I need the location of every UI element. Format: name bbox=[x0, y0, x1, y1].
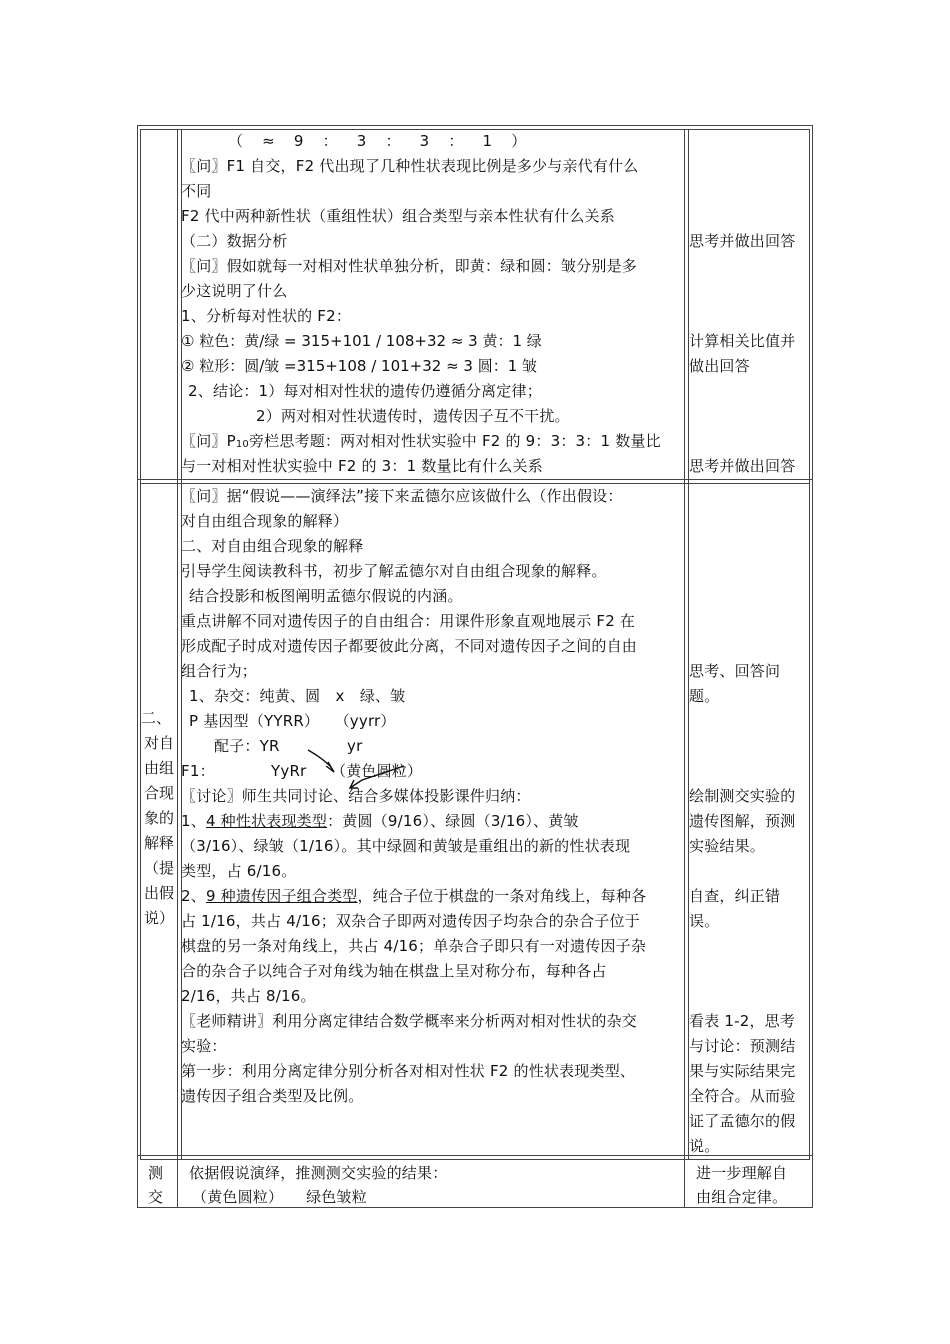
label-char: 合现 bbox=[143, 784, 174, 802]
focus-line2: 形成配子时成对遗传因子都要彼此分离，不同对遗传因子之间的自由 bbox=[181, 637, 638, 655]
student-activity-calc-line2: 做出回答 bbox=[689, 357, 750, 375]
conclusion-1: 2、结论：1）每对相对性状的遗传仍遵循分离定律； bbox=[188, 382, 542, 400]
teacher-lecture-line2: 实验： bbox=[181, 1037, 227, 1055]
student-activity-think-answer-2: 思考并做出回答 bbox=[689, 457, 796, 475]
activity-draw-line1: 绘制测交实验的 bbox=[689, 787, 796, 805]
table-left-border-inner bbox=[140, 129, 141, 1159]
testcross-parents: （黄色圆粒） 绿色皱粒 bbox=[192, 1188, 367, 1206]
activity-table-line6: 说。 bbox=[689, 1137, 720, 1155]
projection-note: 结合投影和板图阐明孟德尔假说的内涵。 bbox=[189, 587, 463, 605]
testcross-intro: 依据假说演绎，推测测交实验的结果： bbox=[189, 1164, 448, 1182]
arrow-right-gamete bbox=[350, 766, 404, 788]
student-activity-think-answer: 思考并做出回答 bbox=[689, 232, 796, 250]
question-f2-new-traits: F2 代中两种新性状（重组性状）组合类型与亲本性状有什么关系 bbox=[181, 207, 615, 225]
label-char: 由组 bbox=[143, 759, 174, 777]
cross-line: 1、杂交：纯黄、圆 x 绿、皱 bbox=[189, 687, 406, 705]
discussion-line: 〖讨论〗师生共同讨论、结合多媒体投影课件归纳： bbox=[181, 787, 531, 805]
question-p10-line2: 与一对相对性状实验中 F2 的 3：1 数量比有什么关系 bbox=[181, 457, 543, 475]
activity-draw-line2: 遗传图解，预测 bbox=[689, 812, 796, 830]
activity-table-line3: 果与实际结果完 bbox=[689, 1062, 796, 1080]
table-bottom-border bbox=[137, 1207, 813, 1208]
table-top-border bbox=[137, 125, 813, 126]
row2-bottom-border-inner bbox=[140, 1159, 810, 1160]
step-one-line2: 遗传因子组合类型及比例。 bbox=[181, 1087, 364, 1105]
table-right-border-inner bbox=[809, 129, 810, 1159]
row1-bottom-border-inner bbox=[140, 483, 810, 484]
col1-divider bbox=[177, 129, 178, 1207]
activity-think-answer-line1: 思考、回答问 bbox=[689, 662, 781, 680]
conclusion-2: 2）两对相对性状遗传时，遗传因子互不干扰。 bbox=[256, 407, 570, 425]
f1-genotype: YyRr bbox=[271, 762, 307, 780]
phenotype-types-line3: 类型，占 6/16。 bbox=[181, 862, 297, 880]
activity-table-line5: 证了孟德尔的假 bbox=[689, 1112, 796, 1130]
teacher-lecture-line1: 〖老师精讲〗利用分离定律结合数学概率来分析两对相对性状的杂交 bbox=[181, 1012, 638, 1030]
label-char: 象的 bbox=[143, 809, 174, 827]
label-char: 说） bbox=[143, 909, 174, 927]
genotype-types-line4: 合的杂合子以纯合子对角线为轴在棋盘上呈对称分布，每种各占 bbox=[181, 962, 607, 980]
row3-label-char: 测 bbox=[148, 1164, 164, 1182]
phenotype-types-line2: （3/16）、绿皱（1/16）。其中绿圆和黄皱是重组出的新的性状表现 bbox=[181, 837, 631, 855]
genotype-types-line5: 2/16，共占 8/16。 bbox=[181, 987, 316, 1005]
col2-divider bbox=[684, 129, 685, 1207]
col2-divider-inner bbox=[688, 129, 689, 1159]
ratio-line: （ ≈ 9 ： 3 ： 3 ： 1 ） bbox=[228, 132, 527, 150]
activity-draw-line3: 实验结果。 bbox=[689, 837, 766, 855]
activity-check-line2: 误。 bbox=[689, 912, 720, 930]
activity-check-line1: 自查，纠正错 bbox=[689, 887, 781, 905]
guide-reading: 引导学生阅读教科书，初步了解孟德尔对自由组合现象的解释。 bbox=[181, 562, 607, 580]
question-single-trait-line1: 〖问〗假如就每一对相对性状单独分析，即黄：绿和圆：皱分别是多 bbox=[181, 257, 638, 275]
question-f1-line2: 不同 bbox=[181, 182, 212, 200]
student-activity-calc-line1: 计算相关比值并 bbox=[689, 332, 796, 350]
section-explanation: 二、对自由组合现象的解释 bbox=[181, 537, 364, 555]
question-f1-line1: 〖问〗F1 自交，F2 代出现了几种性状表现比例是多少与亲代有什么 bbox=[181, 157, 639, 175]
row2-section-label bbox=[141, 706, 177, 931]
activity-think-answer-line2: 题。 bbox=[689, 687, 720, 705]
f1-phenotype: （黄色圆粒） bbox=[331, 762, 423, 780]
gamete-line: 配子：YR bbox=[214, 737, 280, 755]
genotype-line: P 基因型（YYRR） （yyrr） bbox=[189, 712, 396, 730]
focus-line1: 重点讲解不同对遗传因子的自由组合：用课件形象直观地展示 F2 在 bbox=[181, 612, 636, 630]
activity-table-line2: 与讨论：预测结 bbox=[689, 1037, 796, 1055]
seed-color-ratio: ① 粒色：黄/绿 = 315+101 / 108+32 ≈ 3 黄：1 绿 bbox=[181, 332, 542, 350]
table-right-border bbox=[812, 125, 813, 1207]
analysis-heading: 1、分析每对性状的 F2： bbox=[181, 307, 352, 325]
focus-line3: 组合行为； bbox=[181, 662, 258, 680]
activity-table-line1: 看表 1-2，思考 bbox=[689, 1012, 796, 1030]
label-char: （提 bbox=[143, 859, 174, 877]
label-char: 对自 bbox=[143, 734, 174, 752]
table-left-border bbox=[137, 125, 138, 1207]
section-data-analysis: （二）数据分析 bbox=[181, 232, 288, 250]
testcross-goal-line2: 由组合定律。 bbox=[696, 1188, 788, 1206]
table-top-border-inner bbox=[140, 129, 810, 130]
question-p10: 〖问〗P10旁栏思考题：两对相对性状实验中 F2 的 9：3：3：1 数量比 bbox=[181, 432, 661, 450]
genotype-types-line2: 占 1/16，共占 4/16；双杂合子即两对遗传因子均杂合的杂合子位于 bbox=[181, 912, 640, 930]
row3-label-char: 交 bbox=[148, 1188, 164, 1206]
f1-label: F1： bbox=[181, 762, 215, 780]
label-char: 出假 bbox=[143, 884, 174, 902]
phenotype-types-line1: 1、4 种性状表现类型：黄圆（9/16）、绿圆（3/16）、黄皱 bbox=[181, 812, 579, 830]
testcross-goal-line1: 进一步理解自 bbox=[696, 1164, 788, 1182]
question-hypothesis-line2: 对自由组合现象的解释） bbox=[181, 512, 349, 530]
genotype-types-line1: 2、9 种遗传因子组合类型，纯合子位于棋盘的一条对角线上，每种各 bbox=[181, 887, 647, 905]
label-char: 二、 bbox=[141, 709, 172, 727]
seed-shape-ratio: ② 粒形：圆/皱 =315+108 / 101+32 ≈ 3 圆：1 皱 bbox=[181, 357, 538, 375]
activity-table-line4: 全符合。从而验 bbox=[689, 1087, 796, 1105]
label-char: 解释 bbox=[143, 834, 174, 852]
genotype-types-line3: 棋盘的另一条对角线上，共占 4/16；单杂合子即只有一对遗传因子杂 bbox=[181, 937, 647, 955]
question-hypothesis-line1: 〖问〗据“假说——演绎法”接下来孟德尔应该做什么（作出假设： bbox=[181, 487, 623, 505]
step-one-line1: 第一步：利用分离定律分别分析各对相对性状 F2 的性状表现类型、 bbox=[181, 1062, 636, 1080]
question-single-trait-line2: 少这说明了什么 bbox=[181, 282, 288, 300]
gamete-yr: yr bbox=[347, 737, 363, 755]
row1-bottom-border bbox=[137, 479, 813, 480]
